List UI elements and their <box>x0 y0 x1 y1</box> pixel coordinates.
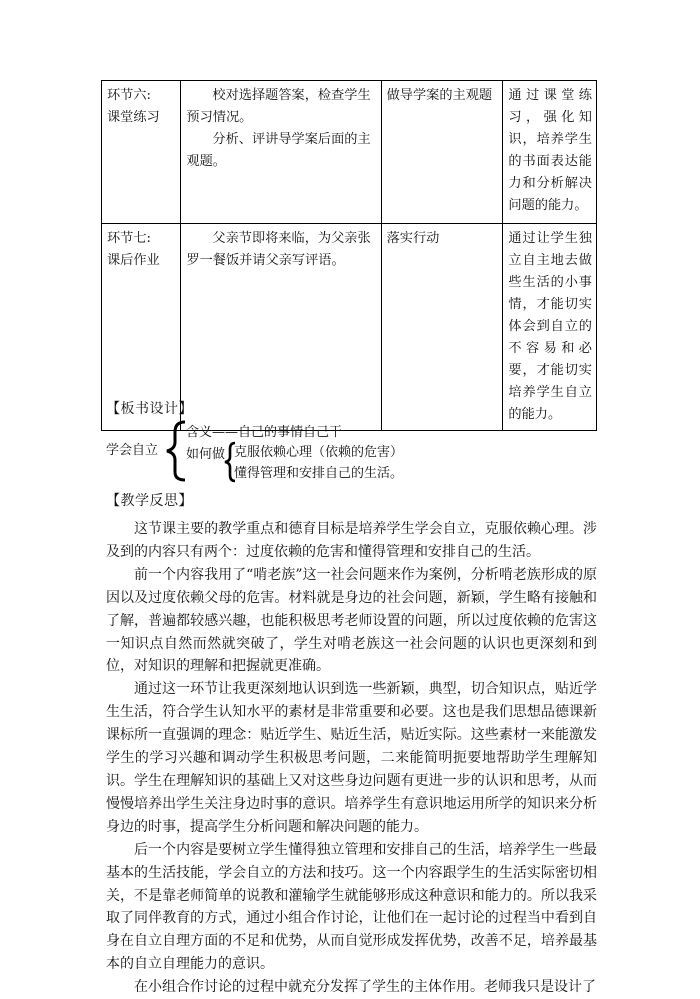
reflection-paragraph: 在小组合作讨论的过程中就充分发挥了学生的主体作用。老师我只是设计了 <box>134 979 596 996</box>
step-title: 课堂练习 <box>107 110 160 125</box>
reflection-paragraph: 这节课主要的教学重点和德育目标是培养学生学会自立，克服依赖心理。涉及到的内容只有两个：过度依赖的危害和懂得管理和安排自己的生活。 <box>106 521 597 560</box>
table-row <box>102 81 597 224</box>
reflection-body <box>106 518 597 999</box>
teacher-activity-cell <box>181 224 381 431</box>
board-root-label: 学会自立 <box>106 443 159 458</box>
teacher-activity-text: 父亲节即将来临，为父亲张罗一餐饭并请父亲写评语。 <box>186 231 371 268</box>
lesson-plan-table <box>101 80 597 431</box>
student-activity-cell <box>381 81 503 224</box>
board-design-diagram <box>106 418 506 484</box>
teacher-activity-text: 校对选择题答案，检查学生预习情况。 <box>186 88 371 125</box>
reflection-heading: 【教学反思】 <box>106 493 193 509</box>
design-intent-text: 通过让学生独立自主地去做些生活的小事情，才能切实体会到自立的不容易和必要，才能切实培养学生自立的能力。 <box>508 231 592 422</box>
step-title: 课后作业 <box>107 253 160 268</box>
board-branch-how: 如何做 <box>186 447 226 462</box>
board-sub-overcome-dependence: 克服依赖心理（依赖的危害） <box>234 445 404 460</box>
step-cell <box>102 81 181 224</box>
teacher-activity-text: 分析、评讲导学案后面的主观题。 <box>186 132 371 169</box>
design-intent-text: 通过课堂练习，强化知识，培养学生的书面表达能力和分析解决问题的能力。 <box>508 88 592 213</box>
design-intent-cell <box>503 224 597 431</box>
reflection-paragraph: 后一个内容是要树立学生懂得独立管理和安排自己的生活，培养学生一些最基本的生活技能，学会自立的方法和技巧。这一个内容跟学生的生活实际密切相关，不是靠老师简单的说教和灌输学生就能够形成这种意识和能力的。所以我采取了同伴教育的方式，通过小组合作讨论，让他们在一起讨论的过程当中看到自身在自立自理方面的不足和优势，从而自觉形成发挥优势，改善不足，培养最基本的自立自理能力的意识。 <box>106 841 597 973</box>
design-intent-cell <box>503 81 597 224</box>
board-sub-manage-life: 懂得管理和安排自己的生活。 <box>234 466 404 481</box>
reflection-paragraph: 通过这一环节让我更深刻地认识到选一些新颖，典型，切合知识点，贴近学生生活，符合学生认知水平的素材是非常重要和必要。这也是我们思想品德课新课标所一直强调的理念：贴近学生、贴近生活，贴近实际。这些素材一来能激发学生的学习兴趣和调动学生积极思考问题，二来能简明扼要地帮助学生理解知识。学生在理解知识的基础上又对这些身边问题有更进一步的认识和思考，从而慢慢培养出学生关注身边时事的意识。培养学生有意识地运用所学的知识来分析身边的时事，提高学生分析问题和解决问题的能力。 <box>106 681 597 835</box>
student-activity-text: 落实行动 <box>386 231 440 246</box>
student-activity-cell <box>381 224 503 431</box>
step-number: 环节六: <box>107 88 152 103</box>
board-branch-meaning: 含义——自己的事情自己干 <box>186 425 343 440</box>
reflection-paragraph: 前一个内容我用了“啃老族”这一社会问题来作为案例，分析啃老族形成的原因以及过度依赖父母的危害。材料就是身边的社会问题，新颖，学生略有接触和了解，普遍都较感兴趣，也能积极思考老师设置的问题，所以过度依赖的危害这一知识点自然而然就突破了，学生对啃老族这一社会问题的认识也更深刻和到位，对知识的理解和把握就更准确。 <box>106 566 597 675</box>
step-number: 环节七: <box>107 231 152 246</box>
student-activity-text: 做导学案的主观题 <box>386 88 493 103</box>
board-design-heading: 【板书设计】 <box>106 401 193 417</box>
teacher-activity-cell <box>181 81 381 224</box>
